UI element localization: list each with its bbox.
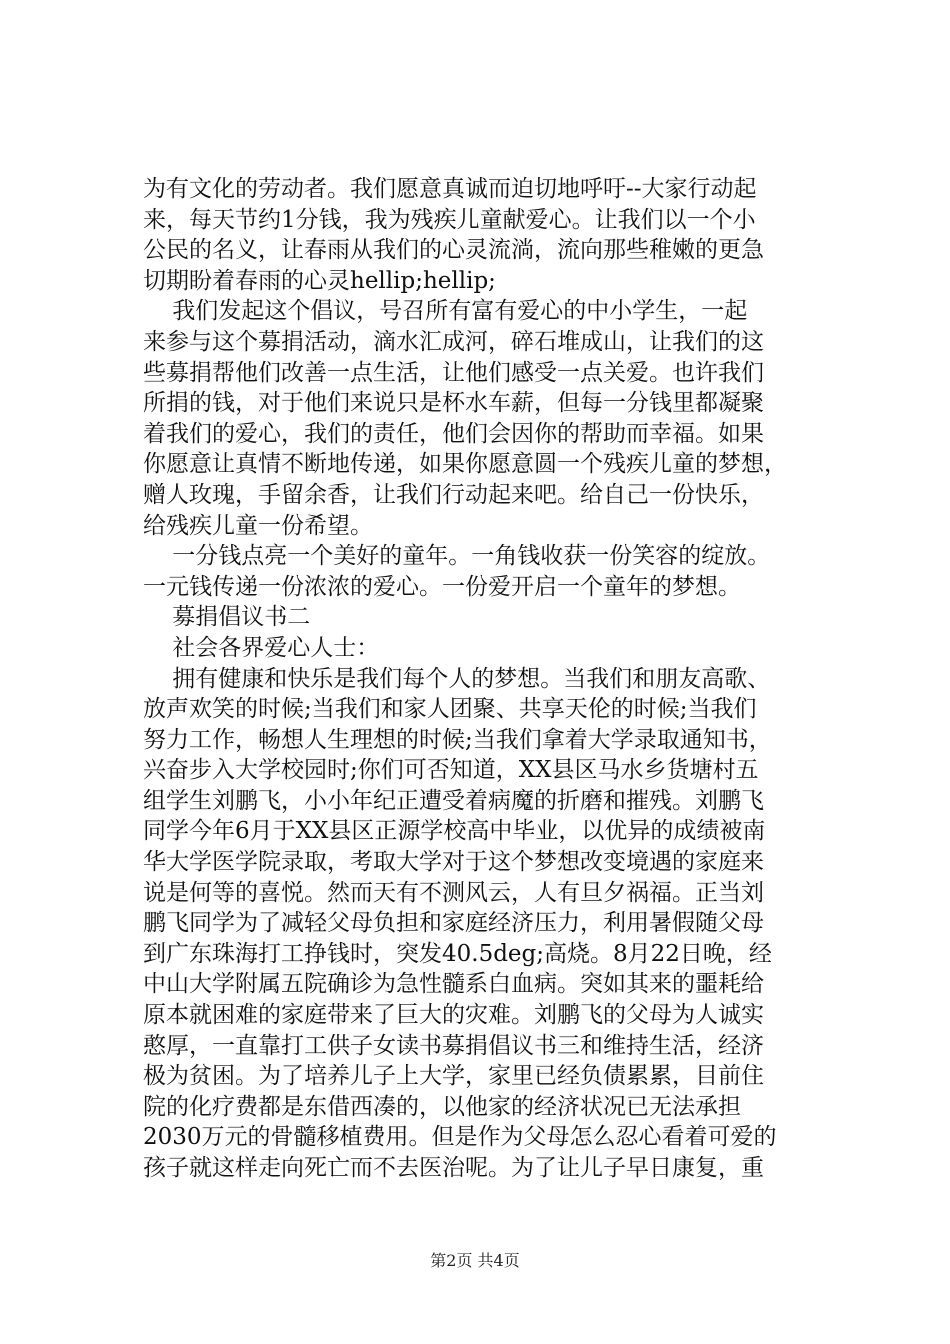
text-line: 极为贫困。为了培养儿子上大学，家里已经负债累累，目前住 (143, 1063, 764, 1090)
text-line: 一分钱点亮一个美好的童年。一角钱收获一份笑容的绽放。 (143, 543, 771, 570)
text-line: 所捐的钱，对于他们来说只是杯水车薪，但每一分钱里都凝聚 (143, 390, 764, 417)
text-line: 着我们的爱心，我们的责任，他们会因你的帮助而幸福。如果 (143, 420, 764, 447)
text-line: 中山大学附属五院确诊为急性髓系白血病。突如其来的噩耗给 (143, 971, 764, 998)
text-line: 公民的名义，让春雨从我们的心灵流淌，流向那些稚嫩的更急 (143, 237, 764, 264)
text-line: 赠人玫瑰，手留余香，让我们行动起来吧。给自己一份快乐， (143, 481, 764, 508)
text-line: 努力工作，畅想人生理想的时候;当我们拿着大学录取通知书， (143, 726, 772, 753)
text-line: 切期盼着春雨的心灵hellip;hellip; (143, 267, 496, 294)
text-line: 孩子就这样走向死亡而不去医治呢。为了让儿子早日康复，重 (143, 1155, 764, 1181)
text-line: 院的化疗费都是东借西凑的，以他家的经济状况已无法承担 (143, 1093, 741, 1120)
text-line: 为有文化的劳动者。我们愿意真诚而迫切地呼吁--大家行动起 (143, 176, 757, 202)
text-line: 我们发起这个倡议，号召所有富有爱心的中小学生，一起 (143, 298, 748, 325)
text-line: 来，每天节约1分钱，我为残疾儿童献爱心。让我们以一个小 (143, 206, 756, 233)
text-line: 来参与这个募捐活动，滴水汇成河，碎石堆成山，让我们的这 (143, 328, 764, 355)
text-line: 些募捐帮他们改善一点生活，让他们感受一点关爱。也许我们 (143, 359, 764, 386)
text-line: 社会各界爱心人士： (143, 634, 380, 661)
text-line: 说是何等的喜悦。然而天有不测风云，人有旦夕祸福。正当刘 (143, 879, 764, 906)
text-line: 鹏飞同学为了减轻父母负担和家庭经济压力，利用暑假随父母 (143, 910, 764, 937)
page-number-footer: 第2页 共4页 (430, 1251, 520, 1270)
text-line: 放声欢笑的时候;当我们和家人团聚、共享天伦的时候;当我们 (143, 696, 757, 723)
text-line: 2030万元的骨髓移植费用。但是作为父母怎么忍心看着可爱的 (143, 1124, 777, 1151)
text-line: 到广东珠海打工挣钱时，突发40.5deg;高烧。8月22日晚，经 (143, 940, 772, 967)
text-line: 一元钱传递一份浓浓的爱心。一份爱开启一个童年的梦想。 (143, 573, 741, 600)
text-line: 憨厚，一直靠打工供子女读书募捐倡议书三和维持生活，经济 (143, 1032, 764, 1059)
text-line: 华大学医学院录取，考取大学对于这个梦想改变境遇的家庭来 (143, 849, 764, 876)
text-line: 原本就困难的家庭带来了巨大的灾难。刘鹏飞的父母为人诚实 (143, 1002, 764, 1029)
text-line: 拥有健康和快乐是我们每个人的梦想。当我们和朋友高歌、 (143, 665, 771, 692)
text-line: 给残疾儿童一份希望。 (143, 512, 373, 539)
document-body (143, 174, 843, 1184)
text-line: 兴奋步入大学校园时;你们可否知道，XX县区马水乡货塘村五 (143, 757, 759, 784)
text-line: 募捐倡议书二 (143, 604, 311, 631)
text-line: 组学生刘鹏飞，小小年纪正遭受着病魔的折磨和摧残。刘鹏飞 (143, 787, 764, 814)
text-line: 同学今年6月于XX县区正源学校高中毕业，以优异的成绩被南 (143, 818, 766, 845)
text-line: 你愿意让真情不断地传递，如果你愿意圆一个残疾儿童的梦想， (143, 451, 787, 478)
